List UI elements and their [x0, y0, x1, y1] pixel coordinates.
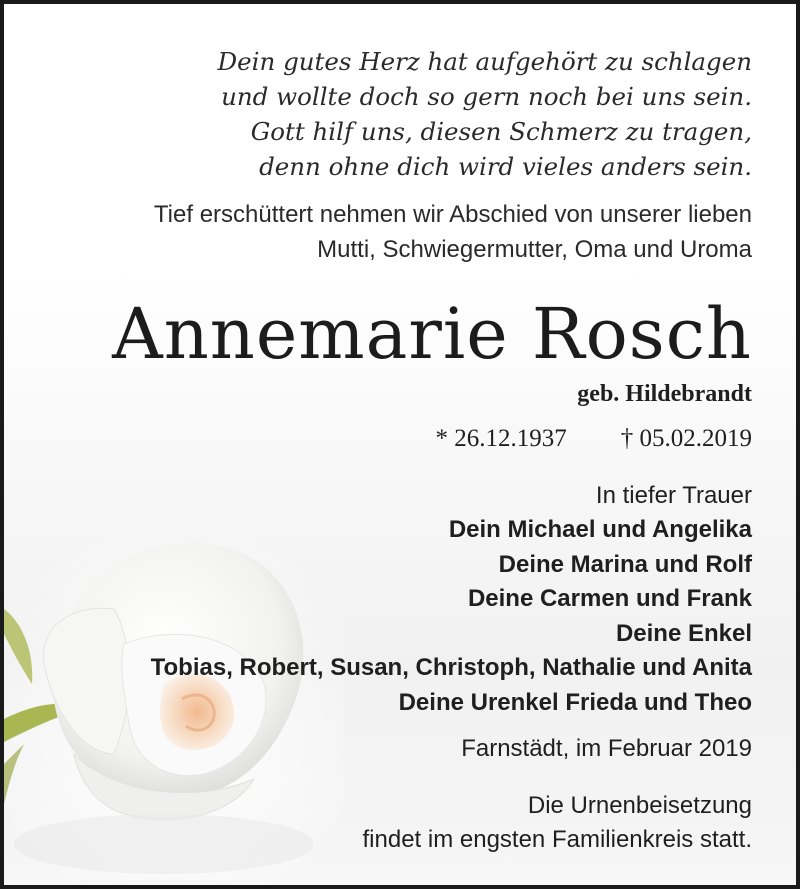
deceased-name: Annemarie Rosch [112, 293, 752, 375]
notice-line: Die Urnenbeisetzung [527, 792, 752, 819]
mourner-line: Deine Enkel [615, 619, 752, 647]
life-dates [436, 421, 753, 457]
mourner-line: Tobias, Robert, Susan, Christoph, Nathalie und Anita [150, 654, 752, 681]
intro-line: Tief erschüttert nehmen wir Abschied von unserer lieben [153, 201, 752, 228]
mourner-line: Deine Marina und Rolf [498, 550, 752, 578]
place-date: Farnstädt, im Februar 2019 [461, 735, 752, 762]
maiden-name: geb. Hildebrandt [577, 381, 752, 407]
burial-notice [363, 789, 753, 857]
mourner-line: Deine Carmen und Frank [467, 585, 752, 612]
mourner-line: Dein Michael und Angelika [448, 516, 752, 543]
poem-line: und wollte doch so gern noch bei uns sein. [221, 82, 752, 111]
poem-line: Dein gutes Herz hat aufgehört zu schlagen [217, 47, 752, 76]
poem-line: Gott hilf uns, diesen Schmerz zu tragen, [250, 117, 752, 146]
mourner-line: Deine Urenkel Frieda und Theo [398, 688, 752, 716]
mourning-label: In tiefer Trauer [595, 482, 752, 509]
birth-date: * 26.12.1937 [435, 425, 567, 452]
memorial-poem [218, 44, 752, 184]
mourners-list [151, 513, 752, 720]
intro-line: Mutti, Schwiegermutter, Oma und Uroma [317, 236, 752, 263]
farewell-intro [154, 197, 752, 267]
notice-line: findet im engsten Familienkreis statt. [362, 826, 752, 853]
death-date: † 05.02.2019 [620, 425, 752, 452]
poem-line: denn ohne dich wird vieles anders sein. [259, 152, 752, 181]
